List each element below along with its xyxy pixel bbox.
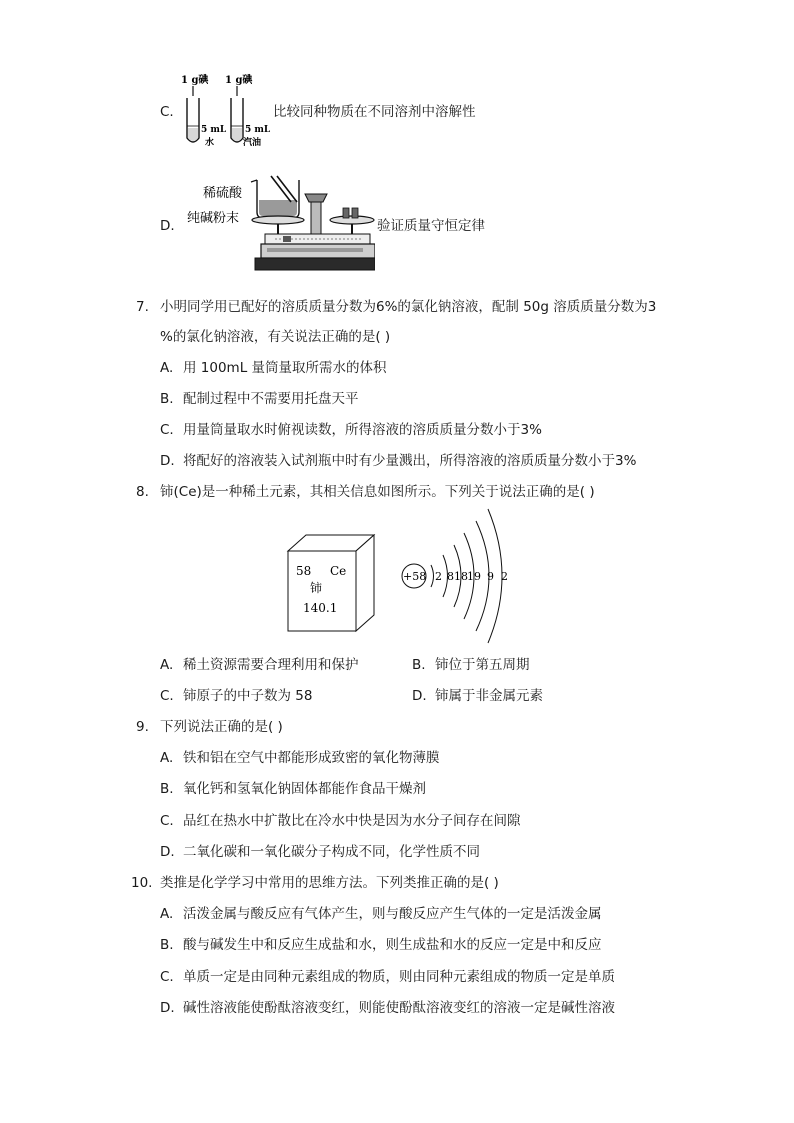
option-text: 稀土资源需要合理利用和保护 [183, 657, 359, 673]
option-label: C. [160, 688, 174, 704]
question-stem: 小明同学用已配好的溶质质量分数为6%的氯化钠溶液，配制 50g 溶质质量分数为3 [160, 299, 657, 315]
element-symbol: Ce [330, 564, 347, 578]
option-label: B. [160, 937, 174, 953]
balance-figure [185, 172, 375, 274]
question-stem: 铈(Ce)是一种稀土元素，其相关信息如图所示。下列关于说法正确的是( ) [160, 484, 595, 500]
option-text: 碱性溶液能使酚酞溶液变红，则能使酚酞溶液变红的溶液一定是碱性溶液 [183, 1000, 615, 1016]
option-label: B. [160, 781, 174, 797]
option-text: 二氧化碳和一氧化碳分子构成不同，化学性质不同 [183, 844, 480, 860]
option-text: 铈原子的中子数为 58 [183, 688, 313, 704]
option-text: 铈位于第五周期 [435, 657, 530, 673]
shell-electrons: 18 [454, 570, 468, 583]
tube2-volume: 5 mL [245, 125, 271, 135]
option-text: 配制过程中不需要用托盘天平 [183, 391, 359, 407]
question-stem: %的氯化钠溶液，有关说法正确的是( ) [160, 329, 391, 345]
atomic-number: 58 [296, 564, 312, 578]
tube1-volume: 5 mL [201, 125, 227, 135]
option-text: 将配好的溶液装入试剂瓶中时有少量溅出，所得溶液的溶质质量分数小于3% [183, 453, 637, 469]
tube2-label: 1 g碘 [225, 75, 253, 86]
shell-electrons: 2 [435, 570, 442, 583]
element-cell-figure [284, 533, 379, 633]
option-label: C. [160, 969, 174, 985]
shell-electrons: 9 [487, 570, 494, 583]
option-label: C. [160, 813, 174, 829]
test-tubes-figure [175, 72, 275, 152]
option-label: C. [160, 104, 174, 120]
option-label: A. [160, 657, 174, 673]
option-label: A. [160, 906, 174, 922]
option-text: 单质一定是由同种元素组成的物质，则由同种元素组成的物质一定是单质 [183, 969, 615, 985]
tube2-liquid: 汽油 [243, 138, 262, 148]
option-label: B. [160, 391, 174, 407]
question-number: 7. [136, 299, 149, 315]
question-number: 9. [136, 719, 149, 735]
nucleus-charge: +58 [403, 570, 427, 583]
question-stem: 下列说法正确的是( ) [160, 719, 283, 735]
option-text: 品红在热水中扩散比在冷水中快是因为水分子间存在间隙 [183, 813, 521, 829]
option-text: 铁和铝在空气中都能形成致密的氧化物薄膜 [183, 750, 440, 766]
atomic-mass: 140.1 [303, 601, 338, 615]
option-label: D. [412, 688, 427, 704]
option-text: 氧化钙和氢氧化钠固体都能作食品干燥剂 [183, 781, 426, 797]
option-text: 比较同种物质在不同溶剂中溶解性 [273, 104, 476, 120]
powder-label: 纯碱粉末 [187, 211, 240, 226]
shell-electrons: 19 [467, 570, 481, 583]
option-label: D. [160, 844, 175, 860]
option-label: A. [160, 750, 174, 766]
option-text: 酸与碱发生中和反应生成盐和水，则生成盐和水的反应一定是中和反应 [183, 937, 602, 953]
option-label: D. [160, 453, 175, 469]
tube1-label: 1 g碘 [181, 75, 209, 86]
option-text: 铈属于非金属元素 [435, 688, 543, 704]
tube1-liquid: 水 [205, 138, 215, 148]
option-label: A. [160, 360, 174, 376]
atom-structure-figure [398, 505, 518, 650]
acid-label: 稀硫酸 [203, 186, 243, 201]
option-label: D. [160, 1000, 175, 1016]
option-label: C. [160, 422, 174, 438]
option-text: 用量筒量取水时俯视读数，所得溶液的溶质质量分数小于3% [183, 422, 542, 438]
option-text: 用 100mL 量筒量取所需水的体积 [183, 360, 387, 376]
option-label: D. [160, 218, 175, 234]
element-name: 铈 [310, 581, 323, 595]
option-text: 活泼金属与酸反应有气体产生，则与酸反应产生气体的一定是活泼金属 [183, 906, 602, 922]
option-text: 验证质量守恒定律 [377, 218, 485, 234]
question-number: 10. [131, 875, 153, 891]
question-number: 8. [136, 484, 149, 500]
shell-electrons: 2 [501, 570, 508, 583]
option-label: B. [412, 657, 426, 673]
question-stem: 类推是化学学习中常用的思维方法。下列类推正确的是( ) [160, 875, 499, 891]
shell-electrons: 8 [447, 570, 454, 583]
